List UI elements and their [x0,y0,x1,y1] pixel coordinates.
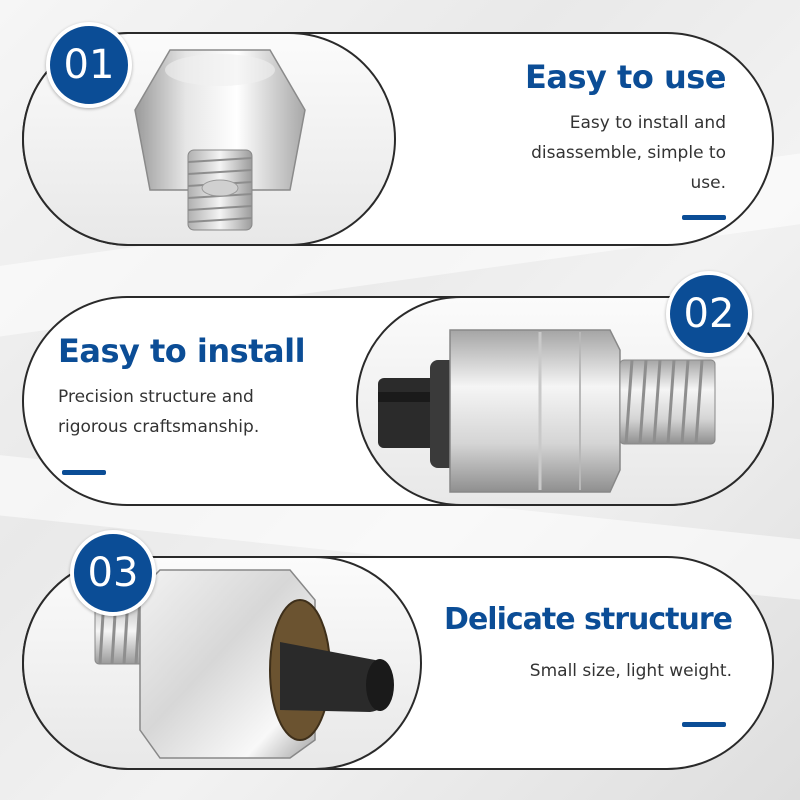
feature-1-description [531,108,726,198]
feature-1-title: Easy to use [525,58,726,96]
feature-2-description [58,382,259,442]
feature-1-number: 01 [63,42,115,88]
feature-2-accent-bar [62,470,106,475]
knock-sensor-front-view-image [120,40,320,235]
feature-2-description-line: Precision structure and [58,387,254,407]
feature-2-title: Easy to install [58,332,306,370]
feature-1-description-line: Easy to install and [569,113,726,133]
feature-3-description [530,656,732,686]
feature-2-number-badge [666,271,752,357]
feature-1-accent-bar [682,215,726,220]
feature-3-number: 03 [87,550,139,596]
feature-1-number-badge [46,22,132,108]
feature-2-number: 02 [683,291,735,337]
feature-3-title: Delicate structure [444,602,732,637]
feature-1-description-line: use. [690,173,726,193]
feature-3-accent-bar [682,722,726,727]
feature-3-description-line: Small size, light weight. [529,661,732,681]
feature-1-description-line: disassemble, simple to [531,143,726,163]
feature-3-number-badge [70,530,156,616]
feature-2-description-line: rigorous craftsmanship. [58,417,260,437]
